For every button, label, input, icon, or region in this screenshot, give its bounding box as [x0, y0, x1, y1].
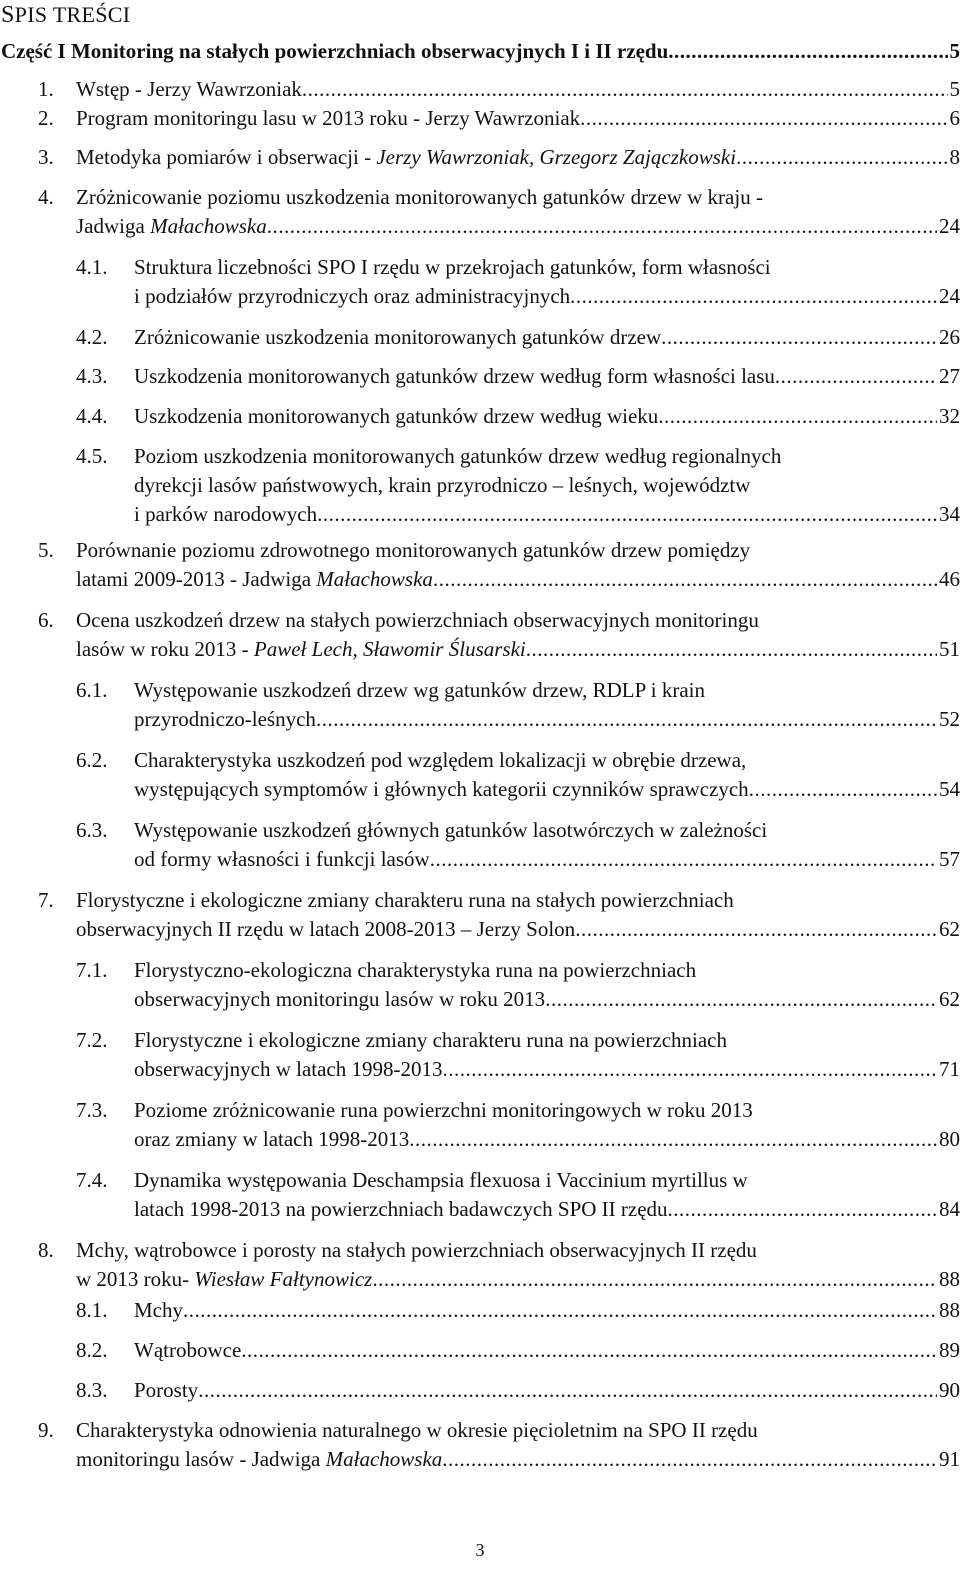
toc-entry[interactable]	[0, 183, 960, 241]
toc-entry-text: obserwacyjnych w latach 1998-2013	[134, 1057, 443, 1081]
toc-entry-text: i podziałów przyrodniczych oraz administracyjnych	[134, 284, 571, 308]
toc-leader-dots	[433, 565, 937, 594]
toc-title	[1, 2, 130, 29]
toc-entry-text: Florystyczne i ekologiczne zmiany charakteru runa na powierzchniach	[134, 1028, 727, 1052]
toc-entry-last-line	[134, 1125, 960, 1154]
toc-entry-text: Występowanie uszkodzeń drzew wg gatunków drzew, RDLP i krain	[134, 678, 706, 702]
toc-entry-text: latach 1998-2013 na powierzchniach badawczych SPO II rzędu	[134, 1197, 668, 1221]
toc-entry[interactable]	[0, 362, 960, 391]
toc-entry[interactable]	[0, 442, 960, 529]
toc-leader-dots	[267, 212, 937, 241]
toc-entry-last-line	[76, 1265, 960, 1294]
toc-entry-line	[134, 1096, 960, 1125]
toc-entry-text: od formy własności i funkcji lasów	[134, 847, 430, 871]
toc-leader-dots	[749, 775, 937, 804]
toc-entry-last-line	[76, 104, 960, 133]
toc-entry-page: 62	[939, 917, 960, 941]
toc-entry-text: dyrekcji lasów państwowych, krain przyrodniczo – leśnych, województw	[134, 473, 751, 497]
toc-entry[interactable]	[0, 1166, 960, 1224]
toc-entry-number: 8.3.	[76, 1378, 108, 1402]
toc-entry-page: 88	[939, 1298, 960, 1322]
toc-entry-text: Uszkodzenia monitorowanych gatunków drzew według wieku	[134, 404, 659, 428]
toc-entry-last-line	[134, 1336, 960, 1365]
toc-entry-text: Dynamika występowania Deschampsia flexuosa i Vaccinium myrtillus w	[134, 1168, 748, 1192]
toc-entry-author: Małachowska	[150, 214, 267, 238]
toc-part-text: Część I Monitoring na stałych powierzchniach obserwacyjnych I i II rzędu	[1, 39, 669, 63]
toc-entry-line	[76, 1416, 960, 1445]
toc-entry-author: Jerzy Wawrzoniak, Grzegorz Zajączkowski	[376, 145, 737, 169]
toc-entry-page: 46	[939, 567, 960, 591]
toc-entry-line	[134, 253, 960, 282]
toc-entry[interactable]	[0, 816, 960, 874]
toc-entry-page: 26	[939, 325, 960, 349]
toc-entry[interactable]	[0, 143, 960, 172]
toc-entry-number: 4.2.	[76, 325, 108, 349]
toc-entry-page: 52	[939, 707, 960, 731]
toc-entry-text: występujących symptomów i głównych kategorii czynników sprawczych	[134, 777, 749, 801]
toc-entry-text: Poziom uszkodzenia monitorowanych gatunków drzew według regionalnych	[134, 444, 782, 468]
toc-entry-page: 27	[939, 364, 960, 388]
toc-entry-last-line	[76, 75, 960, 104]
toc-entry-text: obserwacyjnych II rzędu w latach 2008-2013 – Jerzy Solon	[76, 917, 576, 941]
toc-entry-text: Porównanie poziomu zdrowotnego monitorowanych gatunków drzew pomiędzy	[76, 538, 751, 562]
toc-entry-number: 3.	[38, 145, 54, 169]
toc-entry-last-line	[134, 845, 960, 874]
toc-leader-dots	[545, 985, 937, 1014]
toc-entry-number: 4.4.	[76, 404, 108, 428]
toc-entry-number: 8.2.	[76, 1338, 108, 1362]
toc-entry-text: lasów w roku 2013 - Paweł Lech, Sławomir Ślusarski	[76, 637, 526, 661]
toc-entry-last-line	[134, 500, 960, 529]
toc-entry-page: 24	[939, 214, 960, 238]
toc-entry-line	[134, 676, 960, 705]
toc-entry-number: 6.1.	[76, 678, 108, 702]
toc-entry-line	[134, 442, 960, 471]
toc-entry-text: Florystyczne i ekologiczne zmiany charakteru runa na stałych powierzchniach	[76, 888, 734, 912]
toc-entry-page: 51	[939, 637, 960, 661]
toc-entry-last-line	[76, 1445, 960, 1474]
toc-entry[interactable]	[0, 75, 960, 104]
toc-entry-text: Występowanie uszkodzeń głównych gatunków lasotwórczych w zależności	[134, 818, 768, 842]
toc-entry-text: Uszkodzenia monitorowanych gatunków drzew według form własności lasu	[134, 364, 775, 388]
page-number: 3	[475, 1540, 485, 1560]
toc-entry-author: Paweł Lech, Sławomir Ślusarski	[253, 637, 526, 661]
toc-entry-last-line	[76, 212, 960, 241]
toc-entry-page: 54	[939, 777, 960, 801]
toc-entry-page: 57	[939, 847, 960, 871]
toc-entry-text: Porosty	[134, 1378, 199, 1402]
toc-entry-line	[76, 886, 960, 915]
toc-entry-line	[76, 1236, 960, 1265]
toc-entry-line	[134, 471, 960, 500]
toc-entry-last-line	[76, 565, 960, 594]
toc-entry-text: Charakterystyka odnowienia naturalnego w okresie pięcioletnim na SPO II rzędu	[76, 1418, 758, 1442]
toc-entry-text: Program monitoringu lasu w 2013 roku - Jerzy Wawrzoniak	[76, 106, 581, 130]
toc-entry-text: Wątrobowce	[134, 1338, 242, 1362]
toc-entry[interactable]	[0, 1096, 960, 1154]
toc-title-rest: PIS TREŚCI	[14, 2, 131, 27]
toc-leader-dots	[183, 1296, 937, 1325]
toc-entry[interactable]	[0, 104, 960, 133]
toc-entry[interactable]	[0, 536, 960, 594]
toc-entry-last-line	[134, 1376, 960, 1405]
toc-entry[interactable]	[0, 1336, 960, 1365]
toc-entry-last-line	[76, 635, 960, 664]
toc-entry[interactable]	[0, 402, 960, 431]
toc-entry[interactable]	[0, 956, 960, 1014]
toc-entry-line	[134, 816, 960, 845]
toc-entry-last-line	[134, 705, 960, 734]
toc-leader-dots	[580, 104, 947, 133]
toc-entry-number: 2.	[38, 106, 54, 130]
toc-entry-page: 32	[939, 404, 960, 428]
toc-entry-page: 34	[939, 502, 960, 526]
toc-leader-dots	[661, 323, 937, 352]
toc-entry-last-line	[134, 1055, 960, 1084]
toc-entry-text: przyrodniczo-leśnych	[134, 707, 316, 731]
toc-entry-number: 8.	[38, 1238, 54, 1262]
toc-entry-text: Jadwiga Małachowska	[76, 214, 267, 238]
toc-entry-number: 1.	[38, 77, 54, 101]
toc-entry-last-line	[76, 915, 960, 944]
toc-entry-page: 62	[939, 987, 960, 1011]
toc-entry[interactable]	[0, 746, 960, 804]
toc-entry-number: 7.	[38, 888, 54, 912]
toc-entry-text: obserwacyjnych monitoringu lasów w roku 2013	[134, 987, 546, 1011]
toc-entry[interactable]	[0, 1236, 960, 1294]
toc-entry-number: 4.1.	[76, 255, 108, 279]
toc-entry-number: 7.1.	[76, 958, 108, 982]
toc-leader-dots	[736, 143, 947, 172]
toc-entry-text: i parków narodowych	[134, 502, 318, 526]
toc-leader-dots	[775, 362, 937, 391]
toc-leader-dots	[372, 1265, 937, 1294]
toc-entry-page: 89	[939, 1338, 960, 1362]
toc-entry-number: 4.3.	[76, 364, 108, 388]
toc-entry-page: 5	[949, 77, 960, 101]
toc-entry-page: 8	[949, 145, 960, 169]
toc-entry-number: 4.	[38, 185, 54, 209]
toc-leader-dots	[317, 500, 937, 529]
toc-entry[interactable]	[0, 253, 960, 311]
toc-entry-last-line	[134, 362, 960, 391]
toc-leader-dots	[443, 1055, 938, 1084]
toc-leader-dots	[668, 1195, 937, 1224]
toc-title-initial: S	[1, 2, 15, 28]
toc-part-heading[interactable]	[1, 37, 960, 66]
toc-entry-line	[134, 956, 960, 985]
toc-entry-last-line	[76, 143, 960, 172]
toc-entry-author: Małachowska	[316, 567, 433, 591]
toc-leader-dots	[526, 635, 937, 664]
toc-entry[interactable]	[0, 676, 960, 734]
toc-leader-dots	[430, 845, 937, 874]
toc-entry[interactable]	[0, 323, 960, 352]
toc-entry-author: Małachowska	[325, 1447, 443, 1471]
toc-leader-dots	[570, 282, 937, 311]
toc-leader-dots	[198, 1376, 937, 1405]
toc-entry-last-line	[134, 1296, 960, 1325]
toc-entry-line	[134, 1166, 960, 1195]
toc-entry[interactable]	[0, 1376, 960, 1405]
toc-entry-number: 6.	[38, 608, 54, 632]
toc-entry[interactable]	[0, 1026, 960, 1084]
toc-entry-line	[134, 1026, 960, 1055]
toc-entry-number: 7.2.	[76, 1028, 108, 1052]
toc-entry-number: 7.4.	[76, 1168, 108, 1192]
toc-entry-text: Wstęp - Jerzy Wawrzoniak	[76, 77, 302, 101]
toc-leader-dots	[442, 1445, 937, 1474]
toc-entry[interactable]	[0, 1416, 960, 1474]
toc-entry-text: Florystyczno-ekologiczna charakterystyka runa na powierzchniach	[134, 958, 697, 982]
toc-entry-number: 8.1.	[76, 1298, 108, 1322]
toc-entry-text: Ocena uszkodzeń drzew na stałych powierzchniach obserwacyjnych monitoringu	[76, 608, 759, 632]
toc-entry-last-line	[134, 323, 960, 352]
toc-entry-text: Zróżnicowanie poziomu uszkodzenia monitorowanych gatunków drzew w kraju -	[76, 185, 763, 209]
toc-leader-dots	[316, 705, 937, 734]
toc-entry-line	[76, 606, 960, 635]
toc-leader-dots	[241, 1336, 937, 1365]
toc-entry-number: 5.	[38, 538, 54, 562]
toc-entry-last-line	[134, 775, 960, 804]
toc-entry-page: 91	[939, 1447, 960, 1471]
toc-entry-line	[134, 746, 960, 775]
toc-entry[interactable]	[0, 606, 960, 664]
toc-entry-last-line	[134, 985, 960, 1014]
toc-leader-dots	[409, 1125, 937, 1154]
toc-entry-text: w 2013 roku- Wiesław Fałtynowicz	[76, 1267, 373, 1291]
toc-leader-dots	[302, 75, 948, 104]
toc-entry-page: 6	[949, 106, 960, 130]
toc-entry-last-line	[134, 282, 960, 311]
toc-entry-text: monitoringu lasów - Jadwiga Małachowska	[76, 1447, 443, 1471]
toc-entry-last-line	[134, 1195, 960, 1224]
toc-entry-text: Poziome zróżnicowanie runa powierzchni monitoringowych w roku 2013	[134, 1098, 753, 1122]
toc-entry-page: 24	[939, 284, 960, 308]
toc-leader-dots	[658, 402, 937, 431]
toc-entry-page: 88	[939, 1267, 960, 1291]
toc-entry-number: 4.5.	[76, 444, 108, 468]
toc-entry-number: 7.3.	[76, 1098, 108, 1122]
toc-entry-text: latami 2009-2013 - Jadwiga Małachowska	[76, 567, 433, 591]
toc-entry-page: 71	[939, 1057, 960, 1081]
toc-entry-last-line	[134, 402, 960, 431]
toc-entry-page: 84	[939, 1197, 960, 1221]
toc-entry-number: 6.2.	[76, 748, 108, 772]
toc-entry-line	[76, 183, 960, 212]
toc-part-page: 5	[949, 39, 960, 63]
toc-entry-line	[76, 536, 960, 565]
toc-entry-text: Mchy	[134, 1298, 183, 1322]
toc-entry-page: 80	[939, 1127, 960, 1151]
toc-entry-author: Wiesław Fałtynowicz	[194, 1267, 373, 1291]
toc-entry-page: 90	[939, 1378, 960, 1402]
toc-entry-number: 6.3.	[76, 818, 108, 842]
toc-leader-dots	[668, 37, 947, 66]
toc-entry-text: Struktura liczebności SPO I rzędu w przekrojach gatunków, form własności	[134, 255, 771, 279]
toc-entry-text: Metodyka pomiarów i obserwacji - Jerzy Wawrzoniak, Grzegorz Zajączkowski	[76, 145, 737, 169]
toc-leader-dots	[575, 915, 937, 944]
toc-entry-text: oraz zmiany w latach 1998-2013	[134, 1127, 410, 1151]
toc-entry-text: Zróżnicowanie uszkodzenia monitorowanych gatunków drzew	[134, 325, 662, 349]
toc-entry[interactable]	[0, 886, 960, 944]
toc-entry-number: 9.	[38, 1418, 54, 1442]
toc-entry[interactable]	[0, 1296, 960, 1325]
toc-entry-text: Mchy, wątrobowce i porosty na stałych powierzchniach obserwacyjnych II rzędu	[76, 1238, 757, 1262]
toc-entry-text: Charakterystyka uszkodzeń pod względem lokalizacji w obrębie drzewa,	[134, 748, 747, 772]
